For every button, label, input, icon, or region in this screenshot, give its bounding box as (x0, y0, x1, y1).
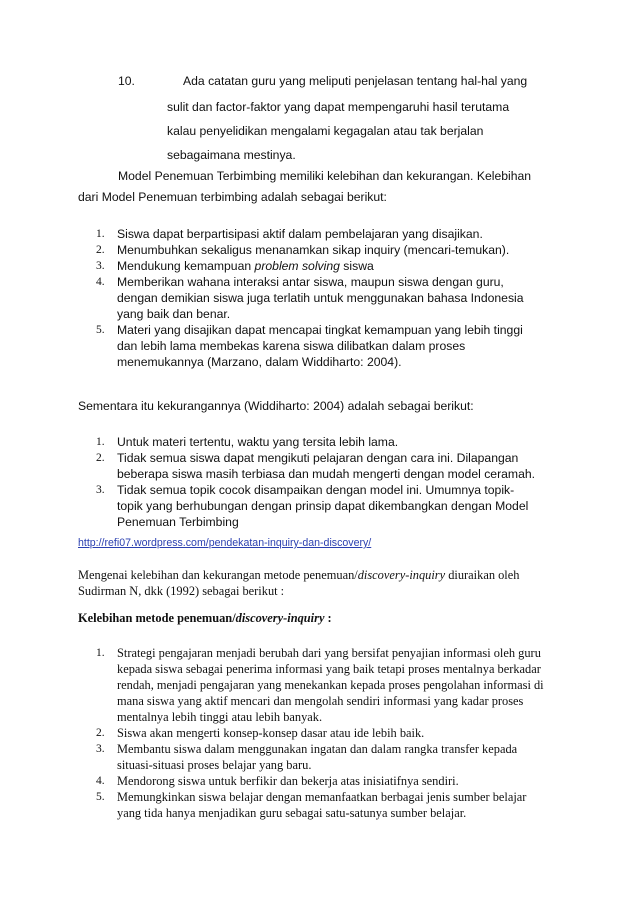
discovery-1-line-2: kepada siswa sebagai penerima informasi yang baik tetapi proses mentalnya berkadar (117, 662, 541, 676)
kekurangan-intro: Sementara itu kekurangannya (Widdiharto: 2004) adalah sebagai berikut: (78, 399, 474, 413)
kelebihan-2-text: Menumbuhkan sekaligus menanamkan sikap inquiry (mencari-temukan). (117, 243, 510, 257)
kekurangan-2-number: 2. (96, 452, 105, 464)
kelebihan-1-number: 1. (96, 228, 105, 240)
discovery-5-line-1: Memungkinkan siswa belajar dengan memanfaatkan berbagai jenis sumber belajar (117, 790, 527, 804)
kelebihan-4-number: 4. (96, 276, 105, 288)
kekurangan-2-line-2: beberapa siswa masih terbiasa dan mudah mengerti dengan model ceramah. (117, 467, 536, 481)
kelebihan-4-line-1: Memberikan wahana interaksi antar siswa, maupun siswa dengan guru, (117, 275, 504, 289)
kelebihan-3-post: siswa (339, 259, 374, 273)
discovery-5-line-2: yang tida hanya menjadikan guru sebagai satu-satunya sumber belajar. (117, 806, 467, 820)
kelebihan-3-text (117, 258, 374, 274)
kekurangan-3-line-2: topik yang berhubungan dengan prinsip dapat dikembangkan dengan Model (117, 499, 529, 513)
item-10-line-1: Ada catatan guru yang meliputi penjelasan tentang hal-hal yang (183, 74, 528, 88)
kekurangan-1-number: 1. (96, 436, 105, 448)
discovery-3-number: 3. (96, 743, 105, 755)
discovery-1-line-5: mentalnya lebih tinggi atau lebih banyak. (117, 710, 323, 724)
sudirman-post: diuraikan oleh (445, 568, 520, 582)
kelebihan-5-line-3: menemukannya (Marzano, dalam Widdiharto: 2004). (117, 355, 402, 369)
source-link[interactable]: http://refi07.wordpress.com/pendekatan-inquiry-dan-discovery/ (78, 537, 372, 549)
discovery-3-line-1: Membantu siswa dalam menggunakan ingatan dan dalam rangka transfer kepada (117, 742, 518, 756)
kelebihan-3-pre: Mendukung kemampuan (117, 259, 255, 273)
discovery-2-number: 2. (96, 727, 105, 739)
discovery-1-line-1: Strategi pengajaran menjadi berubah dari yang bersifat penyajian informasi oleh guru (117, 646, 541, 660)
kelebihan-heading (78, 610, 332, 626)
sudirman-pre: Mengenai kelebihan dan kekurangan metode penemuan/ (78, 568, 358, 582)
discovery-1-line-4: mana siswa yang aktif mencari dan mengolah sendiri informasi yang kadar proses (117, 694, 524, 708)
sudirman-line-1 (78, 567, 519, 583)
heading-pre: Kelebihan metode penemuan/ (78, 611, 236, 625)
kekurangan-3-line-1: Tidak semua topik cocok disampaikan dengan model ini. Umumnya topik- (117, 483, 515, 497)
discovery-3-line-2: situasi-situasi proses belajar yang baru. (117, 758, 312, 772)
discovery-4-number: 4. (96, 775, 105, 787)
item-10-line-3: kalau penyelidikan mengalami kegagalan atau tak berjalan (167, 124, 484, 138)
kelebihan-5-line-2: dan lebih lama membekas karena siswa dilibatkan dalam proses (117, 339, 466, 353)
discovery-1-line-3: rendah, menjadi pengajaran yang menekankan kepada proses pengolahan informasi di (117, 678, 544, 692)
kekurangan-3-line-3: Penemuan Terbimbing (117, 515, 239, 529)
item-10-line-2: sulit dan factor-faktor yang dapat mempengaruhi hasil terutama (167, 100, 510, 114)
item-10-number: 10. (118, 74, 135, 88)
intro-line-1: Model Penemuan Terbimbing memiliki kelebihan dan kekurangan. Kelebihan (118, 169, 532, 183)
discovery-5-number: 5. (96, 791, 105, 803)
sudirman-line-2: Sudirman N, dkk (1992) sebagai berikut : (78, 584, 285, 598)
kekurangan-2-line-1: Tidak semua siswa dapat mengikuti pelajaran dengan cara ini. Dilapangan (117, 451, 519, 465)
discovery-1-number: 1. (96, 647, 105, 659)
discovery-2-line-1: Siswa akan mengerti konsep-konsep dasar atau ide lebih baik. (117, 726, 425, 740)
kelebihan-3-italic: problem solving (254, 259, 340, 273)
kelebihan-3-number: 3. (96, 260, 105, 272)
discovery-4-line-1: Mendorong siswa untuk berfikir dan bekerja atas inisiatifnya sendiri. (117, 774, 459, 788)
kelebihan-1-text: Siswa dapat berpartisipasi aktif dalam pembelajaran yang disajikan. (117, 227, 483, 241)
heading-italic: discovery-inquiry (235, 611, 325, 625)
heading-post: : (324, 611, 332, 625)
kelebihan-5-number: 5. (96, 324, 105, 336)
kekurangan-3-number: 3. (96, 484, 105, 496)
item-10-line-4: sebagaimana mestinya. (167, 148, 296, 162)
kelebihan-5-line-1: Materi yang disajikan dapat mencapai tingkat kemampuan yang lebih tinggi (117, 323, 523, 337)
kekurangan-1-text: Untuk materi tertentu, waktu yang tersita lebih lama. (117, 435, 399, 449)
kelebihan-4-line-2: dengan demikian siswa juga terlatih untuk menggunakan bahasa Indonesia (117, 291, 524, 305)
intro-line-2: dari Model Penemuan terbimbing adalah sebagai berikut: (78, 190, 387, 204)
sudirman-italic: discovery-inquiry (357, 568, 446, 582)
kelebihan-2-number: 2. (96, 244, 105, 256)
kelebihan-4-line-3: yang baik dan benar. (117, 307, 231, 321)
